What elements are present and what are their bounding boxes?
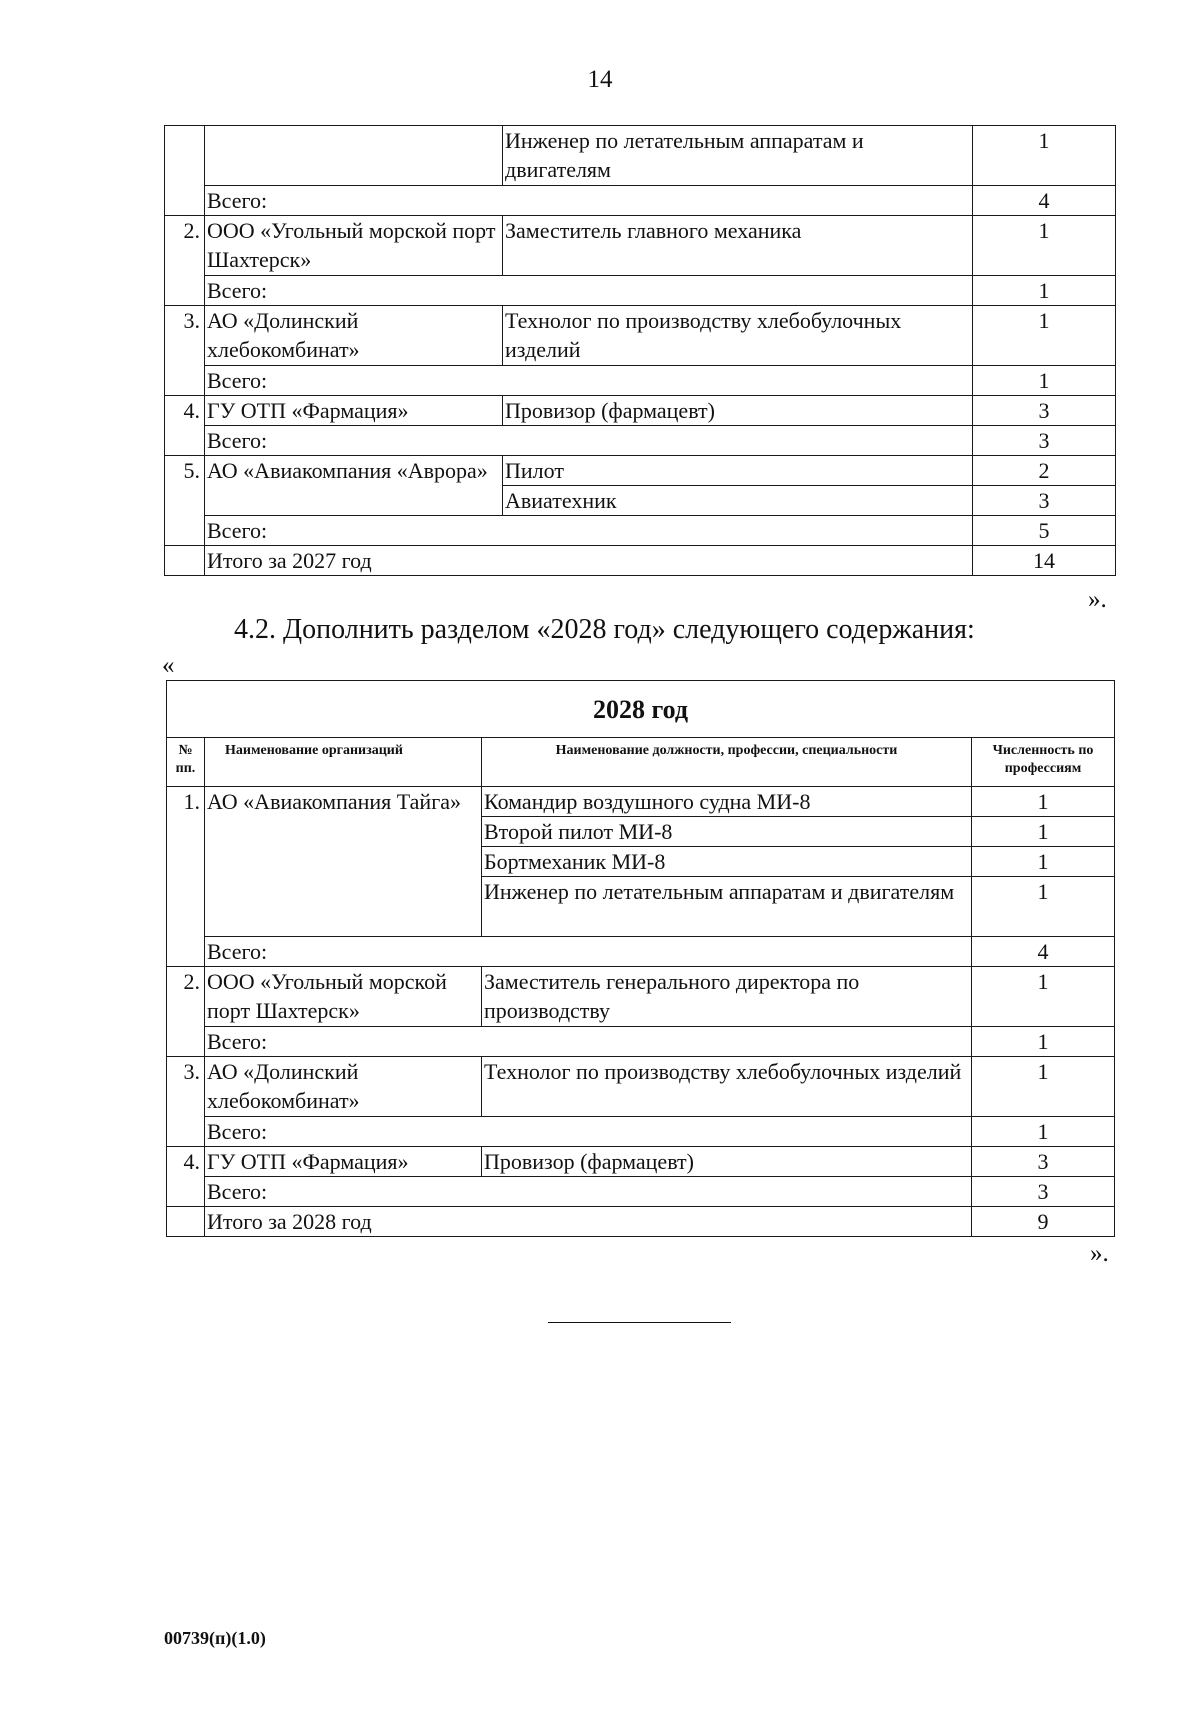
count-cell: 1	[973, 126, 1116, 186]
table-row	[167, 1207, 1115, 1237]
table-row	[165, 516, 1116, 546]
closing-quote: ».	[1090, 1240, 1109, 1267]
position-cell: Инженер по летательным аппаратам и двигателям	[482, 877, 972, 937]
row-number	[165, 546, 205, 576]
org-cell: АО «Долинский хлебокомбинат»	[205, 1057, 482, 1117]
position-cell: Пилот	[503, 456, 973, 486]
table-row	[165, 456, 1116, 486]
total-count: 1	[973, 276, 1116, 306]
total-label: Всего:	[205, 186, 973, 216]
count-cell: 1	[972, 817, 1115, 847]
header-org: Наименование организаций	[205, 738, 482, 787]
position-cell: Технолог по производству хлебобулочных изделий	[482, 1057, 972, 1117]
row-number: 2.	[167, 967, 205, 1057]
table-2028	[166, 680, 1115, 1237]
total-count: 3	[973, 426, 1116, 456]
table-row	[167, 1057, 1115, 1117]
count-cell: 1	[972, 967, 1115, 1027]
table-row	[167, 1177, 1115, 1207]
document-code: 00739(п)(1.0)	[164, 1628, 266, 1648]
row-number: 5.	[165, 456, 205, 546]
table-row	[167, 1027, 1115, 1057]
total-label: Всего:	[205, 366, 973, 396]
table-title-row	[167, 681, 1115, 738]
table-row	[165, 396, 1116, 426]
open-quote: «	[162, 652, 175, 679]
row-number	[167, 1207, 205, 1237]
section-divider	[548, 1322, 731, 1323]
count-cell: 1	[972, 847, 1115, 877]
org-cell: АО «Долинский хлебокомбинат»	[205, 306, 503, 366]
total-label: Всего:	[205, 937, 972, 967]
table-row	[167, 1147, 1115, 1177]
position-cell: Бортмеханик МИ-8	[482, 847, 972, 877]
org-cell: АО «Авиакомпания Тайга»	[205, 787, 482, 937]
grand-total-label: Итого за 2028 год	[205, 1207, 972, 1237]
position-cell: Заместитель генерального директора по производству	[482, 967, 972, 1027]
table-row	[165, 306, 1116, 366]
total-count: 3	[972, 1177, 1115, 1207]
count-cell: 1	[972, 787, 1115, 817]
count-cell: 3	[972, 1147, 1115, 1177]
position-cell: Провизор (фармацевт)	[503, 396, 973, 426]
grand-total-label: Итого за 2027 год	[205, 546, 973, 576]
table-title: 2028 год	[167, 681, 1115, 738]
table-row	[167, 967, 1115, 1027]
total-count: 1	[972, 1027, 1115, 1057]
total-count: 4	[973, 186, 1116, 216]
total-label: Всего:	[205, 426, 973, 456]
grand-total-count: 14	[973, 546, 1116, 576]
count-cell: 1	[972, 877, 1115, 937]
table-row	[165, 276, 1116, 306]
count-cell: 2	[973, 456, 1116, 486]
grand-total-count: 9	[972, 1207, 1115, 1237]
total-label: Всего:	[205, 1027, 972, 1057]
position-cell: Второй пилот МИ-8	[482, 817, 972, 847]
table-row	[165, 186, 1116, 216]
count-cell: 3	[973, 396, 1116, 426]
header-num: № пп.	[167, 738, 205, 787]
intro-text: 4.2. Дополнить разделом «2028 год» следующего содержания:	[234, 614, 975, 645]
row-number	[165, 126, 205, 216]
row-number: 2.	[165, 216, 205, 306]
table-header-row	[167, 738, 1115, 787]
position-cell: Авиатехник	[503, 486, 973, 516]
table-row	[165, 546, 1116, 576]
position-cell: Инженер по летательным аппаратам и двигателям	[503, 126, 973, 186]
table-row	[167, 937, 1115, 967]
org-cell: ГУ ОТП «Фармация»	[205, 1147, 482, 1177]
position-cell: Командир воздушного судна МИ-8	[482, 787, 972, 817]
table-row	[165, 216, 1116, 276]
position-cell: Провизор (фармацевт)	[482, 1147, 972, 1177]
row-number: 3.	[165, 306, 205, 396]
org-cell: ООО «Угольный морской порт Шахтерск»	[205, 967, 482, 1027]
row-number: 4.	[165, 396, 205, 456]
table-row	[167, 787, 1115, 817]
total-label: Всего:	[205, 1117, 972, 1147]
total-label: Всего:	[205, 276, 973, 306]
table-row	[167, 1117, 1115, 1147]
org-cell: АО «Авиакомпания «Аврора»	[205, 456, 503, 516]
table-row	[165, 126, 1116, 186]
table-row	[165, 366, 1116, 396]
header-count: Численность по профессиям	[972, 738, 1115, 787]
total-count: 1	[972, 1117, 1115, 1147]
org-cell	[205, 126, 503, 186]
org-cell: ГУ ОТП «Фармация»	[205, 396, 503, 426]
total-count: 4	[972, 937, 1115, 967]
count-cell: 3	[973, 486, 1116, 516]
total-label: Всего:	[205, 516, 973, 546]
position-cell: Заместитель главного механика	[503, 216, 973, 276]
count-cell: 1	[972, 1057, 1115, 1117]
table-row	[165, 426, 1116, 456]
row-number: 3.	[167, 1057, 205, 1147]
total-count: 1	[973, 366, 1116, 396]
row-number: 4.	[167, 1147, 205, 1207]
position-cell: Технолог по производству хлебобулочных изделий	[503, 306, 973, 366]
table-2027	[164, 125, 1116, 576]
total-label: Всего:	[205, 1177, 972, 1207]
header-position: Наименование должности, профессии, специальности	[482, 738, 972, 787]
total-count: 5	[973, 516, 1116, 546]
org-cell: ООО «Угольный морской порт Шахтерск»	[205, 216, 503, 276]
count-cell: 1	[973, 306, 1116, 366]
row-number: 1.	[167, 787, 205, 967]
closing-quote: ».	[1088, 586, 1107, 613]
count-cell: 1	[973, 216, 1116, 276]
page-number: 14	[587, 66, 613, 93]
